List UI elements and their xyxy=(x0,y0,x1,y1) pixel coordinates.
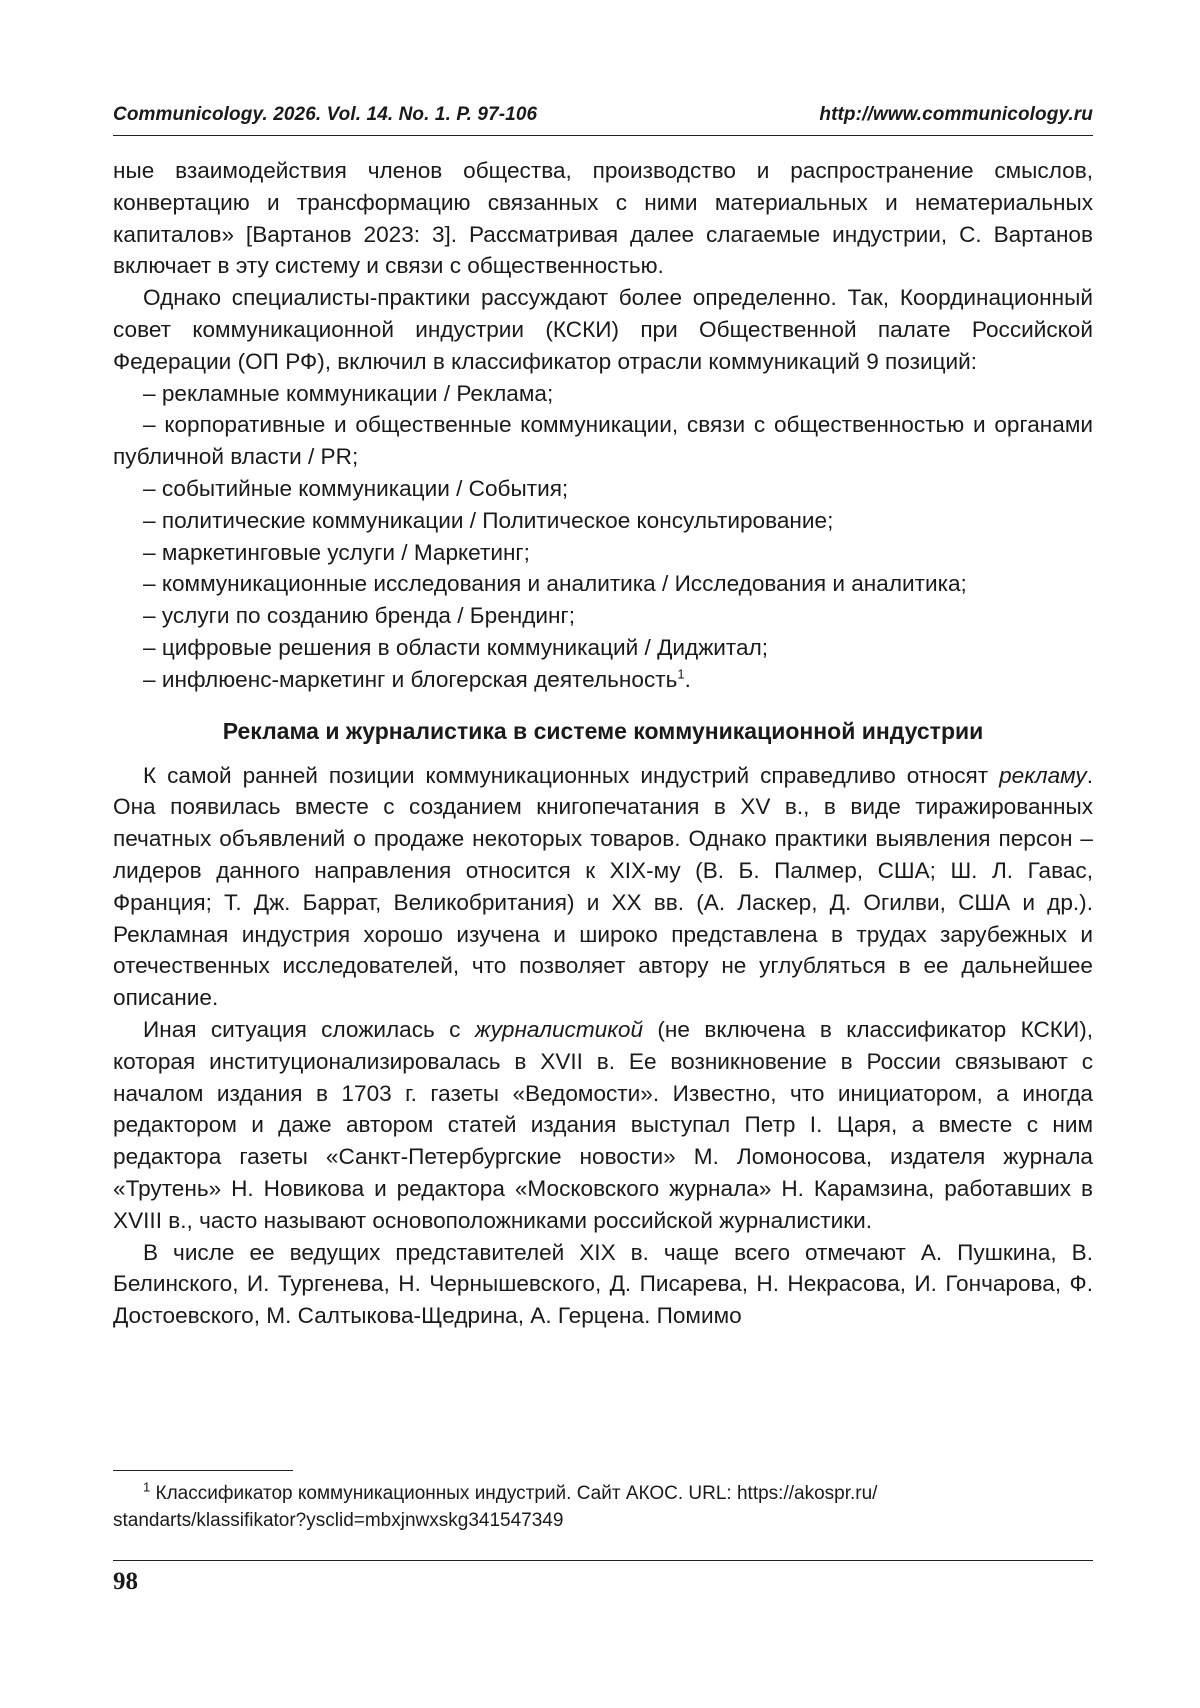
classifier-list xyxy=(113,378,1093,696)
list-item: – корпоративные и общественные коммуникации, связи с общественностью и органами публичной власти / PR; xyxy=(113,409,1093,473)
page-number: 98 xyxy=(113,1568,138,1595)
list-item: – цифровые решения в области коммуникаций / Диджитал; xyxy=(113,632,1093,664)
footnote-marker[interactable]: 1 xyxy=(677,666,685,682)
footer-rule xyxy=(113,1560,1093,1561)
paragraph-representatives: В числе ее ведущих представителей XIX в. чаще всего отмечают А. Пушкина, В. Белинского, И. Тургенева, Н. Чернышевского, Д. Писарева, Н. Некрасова, И. Гончарова, Ф. Достоевского, М. Салтыкова-Щедрина, А. Герцена. Помимо xyxy=(113,1239,1093,1329)
paragraph-text: К самой ранней позиции коммуникационных индустрий справедливо относят xyxy=(143,762,1000,788)
emphasis-term: журналистикой xyxy=(474,1016,644,1042)
list-item: – рекламные коммуникации / Реклама; xyxy=(113,378,1093,410)
emphasis-term: рекламу xyxy=(999,762,1087,788)
footnote-number: 1 xyxy=(143,1479,151,1495)
list-item: – коммуникационные исследования и аналитика / Исследования и аналитика; xyxy=(113,568,1093,600)
list-item-text: инфлюенс-маркетинг и блогерская деятельность xyxy=(161,666,678,692)
list-item: – маркетинговые услуги / Маркетинг; xyxy=(113,537,1093,569)
paragraph-ksci: Однако специалисты-практики рассуждают более определенно. Так, Координационный совет коммуникационной индустрии (КСКИ) при Общественной палате Российской Федерации (ОП РФ), включил в классификатор отрасли коммуникаций 9 позиций: xyxy=(113,285,1093,374)
body-text xyxy=(113,155,1093,1332)
list-item: – услуги по созданию бренда / Брендинг; xyxy=(113,600,1093,632)
section-heading: Реклама и журналистика в системе коммуникационной индустрии xyxy=(222,717,984,744)
footnote-rule xyxy=(113,1470,293,1471)
journal-url: http://www.communicology.ru xyxy=(819,104,1093,125)
paragraph-text: . Она появилась вместе с созданием книгопечатания в XV в., в виде тиражированных печатных объявлений о продаже некоторых товаров. Однако практики выявления персон – лидеров данного направления относится к XIX-му (В. Б. Палмер, США; Ш. Л. Гавас, Франция; Т. Дж. Баррат, Великобритания) и XX вв. (А. Ласкер, Д. Огилви, США и др.). Рекламная индустрия хорошо изучена и широко представлена в трудах зарубежных и отечественных исследователей, что позволяет автору не углубляться в ее дальнейшее описание. xyxy=(113,762,1093,1011)
paragraph-continuation: ные взаимодействия членов общества, производство и распространение смыслов, конвертацию и трансформацию связанных с ними материальных и нематериальных капиталов» [Вартанов 2023: 3]. Рассматривая далее слагаемые индустрии, С. Вартанов включает в эту систему и связи с общественностью. xyxy=(113,158,1093,279)
paragraph-text: Иная ситуация сложилась с xyxy=(143,1016,475,1042)
paragraph-advertising xyxy=(113,760,1093,1014)
footnote-line-2[interactable]: standarts/klassifikator?ysclid=mbxjnwxskg341547349 xyxy=(113,1510,564,1531)
list-item: – событийные коммуникации / События; xyxy=(113,473,1093,505)
header-rule xyxy=(113,135,1093,136)
paragraph-journalism xyxy=(113,1014,1093,1237)
footnote-line-1 xyxy=(113,1480,1093,1507)
list-item: – политические коммуникации / Политическое консультирование; xyxy=(113,505,1093,537)
footnote-text: Классификатор коммуникационных индустрий. Сайт АКОС. URL: https://akospr.ru/ xyxy=(150,1483,878,1504)
list-item-last xyxy=(113,664,1093,696)
footnote xyxy=(113,1480,1093,1534)
paragraph-text: (не включена в классификатор КСКИ), которая институционализировалась в XVII в. Ее возникновение в России связывают с началом издания в 1703 г. газеты «Ведомости». Известно, что инициатором, а иногда редактором и даже автором статей издания выступал Петр I. Царя, а вместе с ним редактора газеты «Санкт-Петербургские новости» М. Ломоносова, издателя журнала «Трутень» Н. Новикова и редактора «Московского журнала» Н. Карамзина, работавших в XVIII в., часто называют основоположниками российской журналистики. xyxy=(113,1016,1093,1233)
list-item-end: . xyxy=(684,666,691,692)
journal-reference: Communicology. 2026. Vol. 14. No. 1. P. 97-106 xyxy=(113,104,538,125)
running-header xyxy=(113,104,1093,126)
